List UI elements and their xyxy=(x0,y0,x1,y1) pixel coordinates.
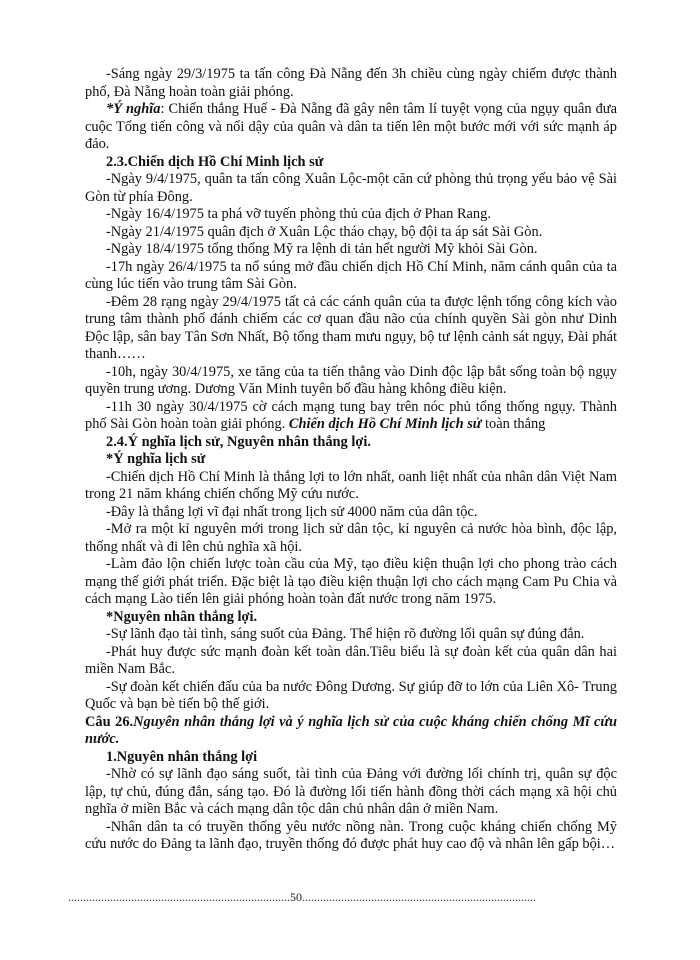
paragraph: -Làm đảo lộn chiến lược toàn cầu của Mỹ, tạo điều kiện thuận lợi cho phong trào cách mạng thế giới phát triển. Đặc biệt là tạo điều kiện thuận lợi cho cách mạng Cam Pu Chia và cách mạng Lào tiến lên giải phóng hoàn toàn đất nước trong năm 1975. xyxy=(85,556,617,607)
paragraph: -Ngày 9/4/1975, quân ta tấn công Xuân Lộc-một căn cứ phòng thủ trọng yếu bảo vệ Sài Gòn từ phía Đông. xyxy=(85,171,617,205)
paragraph xyxy=(85,101,617,154)
paragraph: -Sự lãnh đạo tài tình, sáng suốt của Đảng. Thể hiện rõ đường lối quân sự đúng đắn. xyxy=(106,626,585,642)
question-title: Nguyên nhân thắng lợi và ý nghĩa lịch sử của cuộc kháng chiến chống Mĩ cứu nước. xyxy=(85,713,617,747)
page-number: 50 xyxy=(290,890,302,904)
footer-dots-left: .......................................................................... xyxy=(68,890,290,904)
paragraph: -Chiến dịch Hồ Chí Minh là thắng lợi to lớn nhất, oanh liệt nhất của nhân dân Việt Nam trong 21 năm kháng chiến chống Mỹ cứu nước. xyxy=(85,468,617,502)
paragraph: -Ngày 21/4/1975 quân địch ở Xuân Lộc tháo chạy, bộ đội ta áp sát Sài Gòn. xyxy=(106,223,543,240)
footer-dots-right: .............................................................................. xyxy=(302,890,536,904)
paragraph: -Ngày 18/4/1975 tổng thống Mỹ ra lệnh di tản hết người Mỹ khỏi Sài Gòn. xyxy=(106,241,538,257)
paragraph: -17h ngày 26/4/1975 ta nổ súng mở đầu chiến dịch Hồ Chí Minh, năm cánh quân của ta cùng lúc tiến vào trung tâm Sài Gòn. xyxy=(85,258,617,292)
paragraph: -Sự đoàn kết chiến đấu của ba nước Đông Dương. Sự giúp đỡ to lớn của Liên Xô- Trung Quốc và bạn bè tiến bộ thế giới. xyxy=(85,678,617,712)
paragraph xyxy=(85,399,617,434)
paragraph: -Đây là thắng lợi vĩ đại nhất trong lịch sử 4000 năm của dân tộc. xyxy=(106,503,478,520)
paragraph: -Đêm 28 rạng ngày 29/4/1975 tất cả các cánh quân của ta được lệnh tổng công kích vào trung tâm thành phố đánh chiếm các cơ quan đầu não của chính quyền Sài gòn như Dinh Độc lập, sân bay Tân Sơn Nhất, Bộ tổng tham mưu ngụy, bộ tư lệnh cảnh sát ngụy, Đài phát thanh…… xyxy=(85,293,617,362)
paragraph-text: : Chiến thắng Huế - Đà Nẵng đã gây nên tâm lí tuyệt vọng của ngụy quân đưa cuộc Tổng tiến công và nổi dậy của quân và dân ta tiến lên một bước mới với sức mạnh áp đảo. xyxy=(85,101,617,152)
paragraph-text: -11h 30 ngày 30/4/1975 cờ cách mạng tung bay trên nóc phủ tổng thống ngụy. Thành phố Sài Gòn hoàn toàn giải phóng. xyxy=(85,398,617,432)
meaning-label: *Ý nghĩa xyxy=(106,101,161,117)
question-label: Câu 26. xyxy=(85,713,134,730)
paragraph: -10h, ngày 30/4/1975, xe tăng của ta tiến thẳng vào Dinh độc lập bắt sống toàn bộ ngụy quyền trung ương. Dương Văn Minh tuyên bố đầu hàng không điều kiện. xyxy=(85,363,617,397)
paragraph: -Ngày 16/4/1975 ta phá vỡ tuyến phòng thủ của địch ở Phan Rang. xyxy=(106,206,491,222)
question-heading xyxy=(85,714,617,749)
page-footer xyxy=(68,890,628,904)
subheading-meaning: *Ý nghĩa lịch sử xyxy=(106,451,206,467)
paragraph: -Phát huy được sức mạnh đoàn kết toàn dân.Tiêu biểu là sự đoàn kết của quân dân hai miền Nam Bắc. xyxy=(85,643,617,677)
paragraph: -Mở ra một kỉ nguyên mới trong lịch sử dân tộc, kỉ nguyên cả nước hòa bình, độc lập, thống nhất và đi lên chủ nghĩa xã hội. xyxy=(85,521,617,555)
section-heading-2-3: 2.3.Chiến dịch Hồ Chí Minh lịch sử xyxy=(106,153,324,170)
paragraph: -Nhân dân ta có truyền thống yêu nước nồng nàn. Trong cuộc kháng chiến chống Mỹ cứu nước do Đảng ta lãnh đạo, truyền thống đó được phát huy cao độ và nhân lên gấp bội… xyxy=(85,818,617,852)
emphasis-text: Chiến dịch Hồ Chí Minh lịch sử xyxy=(288,416,482,432)
document-body xyxy=(85,66,617,854)
subheading-causes-1: 1.Nguyên nhân thắng lợi xyxy=(106,748,258,765)
paragraph: -Nhờ có sự lãnh đạo sáng suốt, tài tình của Đảng với đường lối chính trị, quân sự độc lập, tự chủ, đúng đắn, sáng tạo. Đó là đường lối tiến hành đồng thời cách mạng xã hội chủ nghĩa ở miền Bắc và cách mạng dân tộc dân chủ nhân dân ở miền Nam. xyxy=(85,766,617,817)
paragraph-text: toàn thắng xyxy=(481,416,546,432)
subheading-causes: *Nguyên nhân thắng lợi. xyxy=(106,608,258,625)
section-heading-2-4: 2.4.Ý nghĩa lịch sử, Nguyên nhân thắng lợi. xyxy=(106,433,371,450)
paragraph: -Sáng ngày 29/3/1975 ta tấn công Đà Nẵng đến 3h chiều cùng ngày chiếm được thành phố, Đà Nẵng hoàn toàn giải phóng. xyxy=(85,66,617,100)
